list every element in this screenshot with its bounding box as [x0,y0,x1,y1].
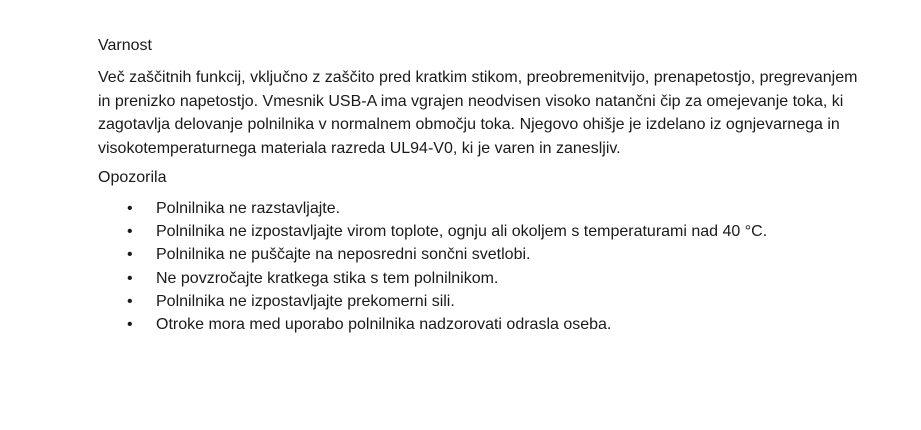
list-item [98,197,858,220]
list-item [98,220,858,243]
document-page [98,36,858,336]
warnings-heading: Opozorila [98,169,167,186]
safety-heading: Varnost [98,37,152,54]
bullet-icon: • [127,316,133,334]
list-item-text: Polnilnika ne razstavljajte. [156,200,341,217]
bullet-icon: • [127,246,133,264]
list-item-text: Polnilnika ne izpostavljajte virom toplote, ognju ali okoljem s temperaturami nad 40 °C. [156,223,768,241]
bullet-icon: • [127,200,133,217]
list-item-text: Ne povzročajte kratkega stika s tem polnilnikom. [156,269,499,287]
safety-paragraph: Več zaščitnih funkcij, vključno z zaščito pred kratkim stikom, preobremenitvijo, prenapetostjo, pregrevanjem in prenizko napetostjo. Vmesnik USB-A ima vgrajen neodvisen visoko natančni čip za omejevanje toka, ki zagotavlja delovanje polnilnika v normalnem območju toka. Njegovo ohišje je izdelano iz ognjevarnega in visokotemperaturnega materiala razreda UL94-V0, ki je varen in zanesljiv. [98,69,858,157]
list-item-text: Polnilnika ne puščajte na neposredni sončni svetlobi. [156,246,531,264]
bullet-icon: • [127,269,133,287]
warnings-list [98,197,858,336]
list-item [98,267,858,290]
list-item [98,313,858,336]
list-item-text: Otroke mora med uporabo polnilnika nadzorovati odrasla oseba. [156,316,612,334]
bullet-icon: • [127,223,133,241]
list-item-text: Polnilnika ne izpostavljajte prekomerni sili. [156,292,455,310]
list-item [98,243,858,266]
bullet-icon: • [127,292,133,310]
list-item [98,290,858,313]
